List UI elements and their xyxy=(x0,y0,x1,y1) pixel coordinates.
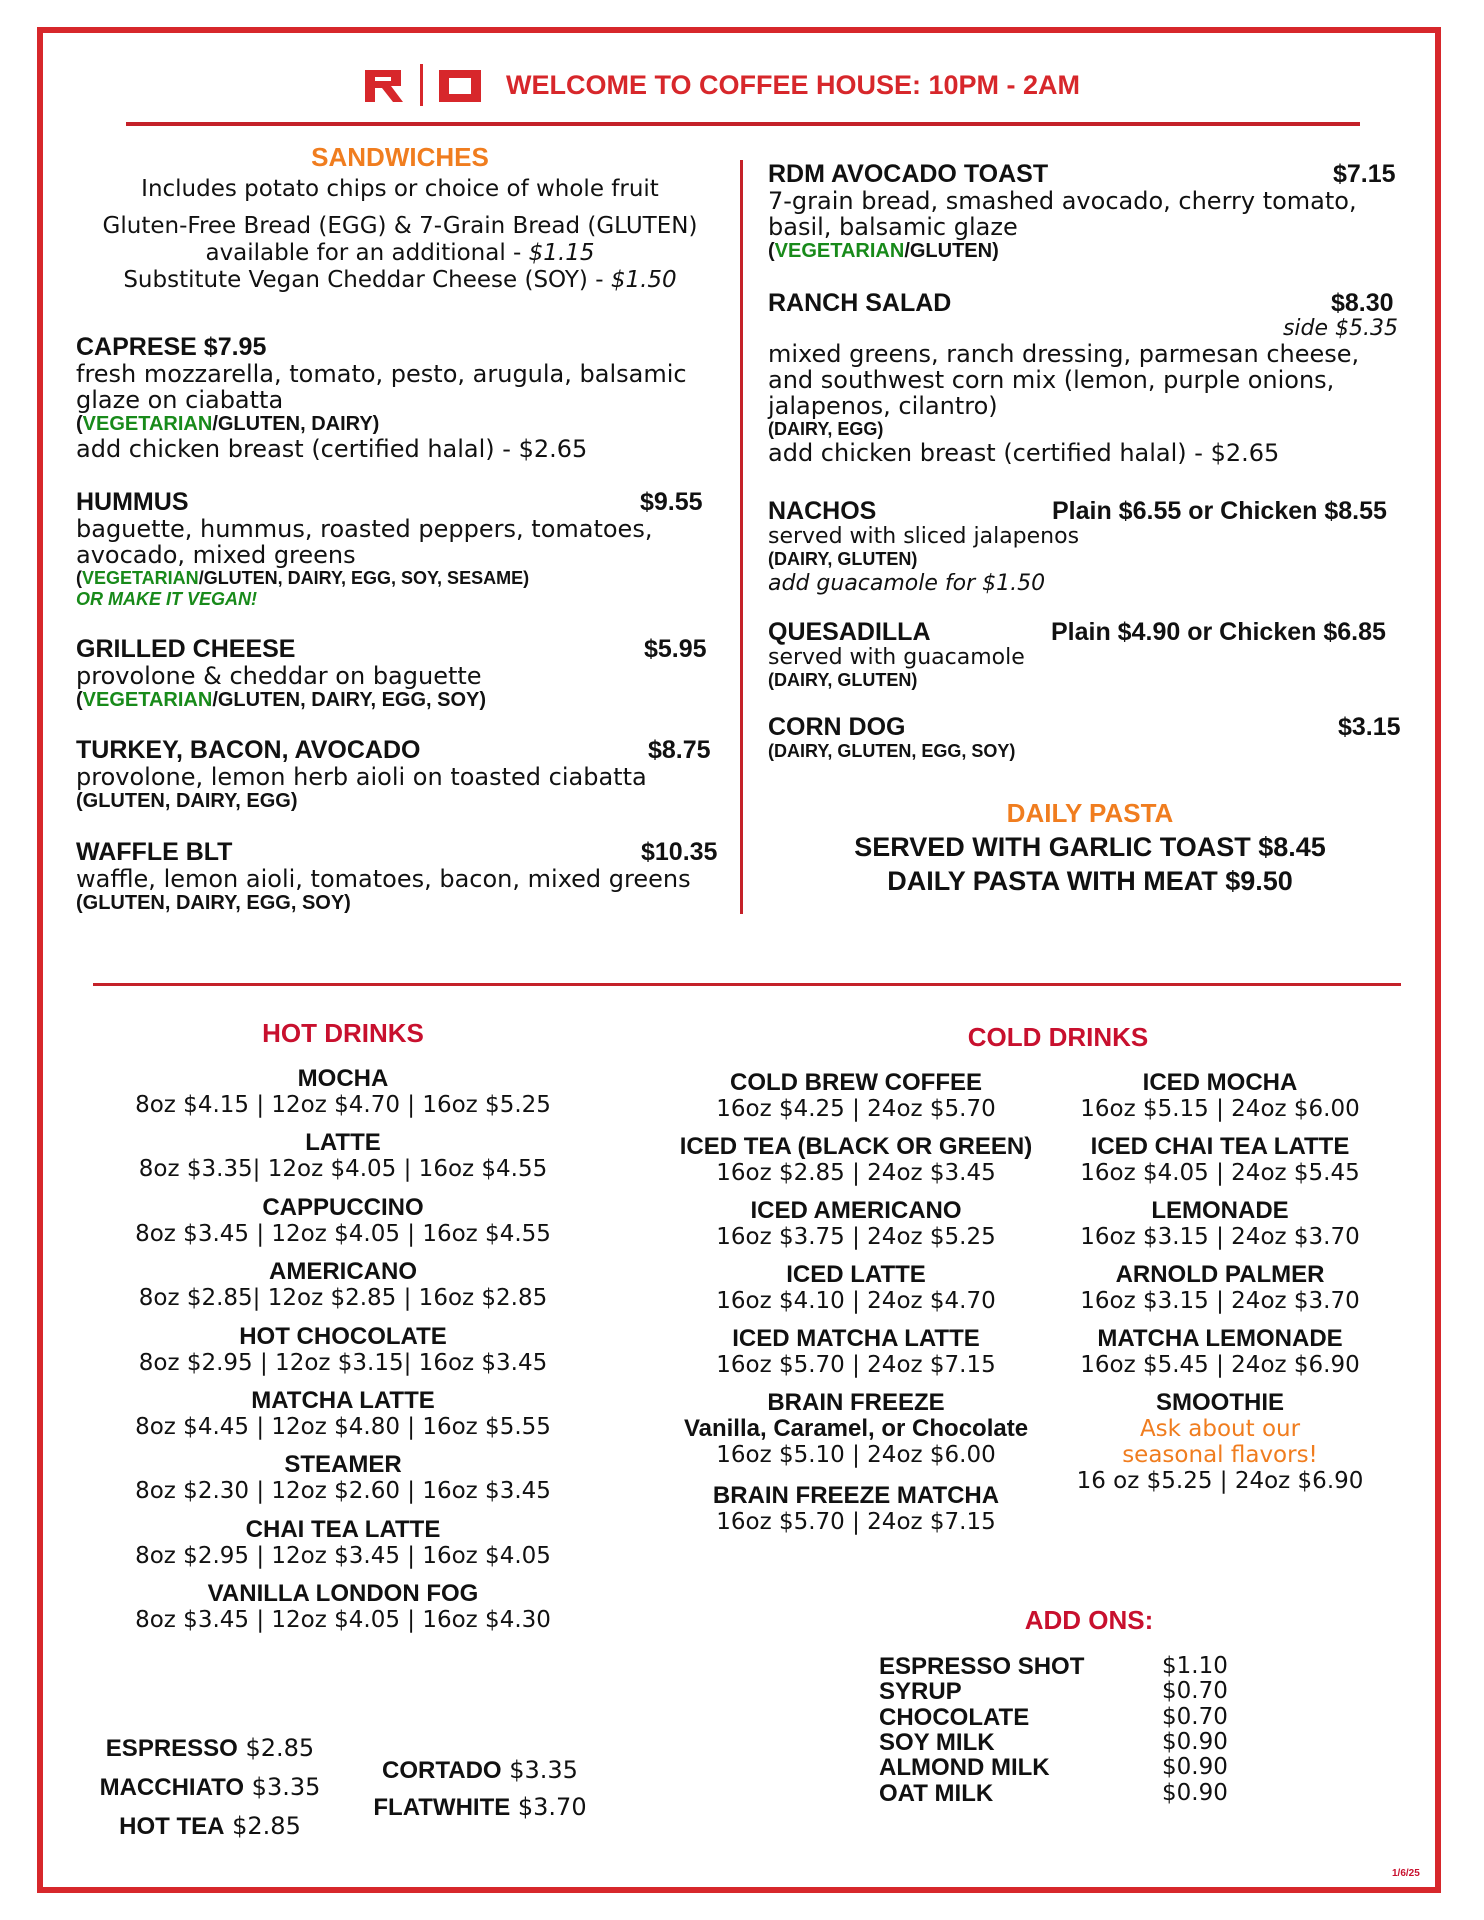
add-on-price: $0.90 xyxy=(1162,1754,1228,1781)
espresso-item xyxy=(80,1734,340,1763)
drink-name: MOCHA xyxy=(297,1065,389,1092)
intro-line-2: Gluten-Free Bread (EGG) & 7-Grain Bread (GLUTEN) xyxy=(102,213,698,239)
rd-logo xyxy=(363,64,483,106)
daily-pasta-title: DAILY PASTA xyxy=(1006,798,1174,828)
item-tags: (VEGETARIAN/GLUTEN, DAIRY, EGG, SOY) xyxy=(76,689,487,711)
add-on-name: ALMOND MILK xyxy=(879,1754,1050,1782)
menu-item-hummus xyxy=(76,489,716,610)
item-price: $5.95 xyxy=(644,635,707,663)
cold-drink-item xyxy=(1020,1326,1420,1378)
drink-name: BRAIN FREEZE MATCHA xyxy=(712,1482,1000,1509)
item-name: QUESADILLA xyxy=(768,618,931,646)
item-desc: 7-grain bread, smashed avocado, cherry tomato, xyxy=(768,187,1357,215)
drink-name: HOT CHOCOLATE xyxy=(239,1322,447,1350)
hot-drink-item xyxy=(93,1259,593,1311)
add-on-row xyxy=(879,1679,1279,1704)
item-name: RANCH SALAD xyxy=(768,289,952,317)
drink-sizes: 8oz $3.35| 12oz $4.05 | 16oz $4.55 xyxy=(138,1156,548,1183)
item-tags: (VEGETARIAN/GLUTEN) xyxy=(768,240,999,262)
drink-sizes: 8oz $4.45 | 12oz $4.80 | 16oz $5.55 xyxy=(135,1414,551,1440)
hot-drink-item xyxy=(93,1324,593,1376)
drink-sizes: 16oz $5.45 | 24oz $6.90 xyxy=(1080,1352,1360,1378)
hot-drink-item xyxy=(93,1581,593,1633)
add-on-name: CHOCOLATE xyxy=(879,1703,1030,1731)
drink-name: CAPPUCCINO xyxy=(262,1193,424,1221)
item-price: $9.55 xyxy=(640,488,703,516)
espresso-item xyxy=(80,1773,340,1802)
item-tags: (DAIRY, EGG) xyxy=(768,419,884,439)
intro-line-1: Includes potato chips or choice of whole fruit xyxy=(141,176,659,202)
page-title: WELCOME TO COFFEE HOUSE: 10PM - 2AM xyxy=(506,70,1081,100)
drink-name: ICED TEA (BLACK OR GREEN) xyxy=(679,1133,1033,1160)
item-price: Plain $6.55 or Chicken $8.55 xyxy=(1052,497,1387,525)
drink-flavors: Vanilla, Caramel, or Chocolate xyxy=(683,1415,1029,1442)
item-price: Plain $4.90 or Chicken $6.85 xyxy=(1051,618,1386,646)
item-name: RDM AVOCADO TOAST xyxy=(768,160,1049,188)
drink-name: SMOOTHIE xyxy=(1155,1389,1284,1416)
drink-sizes: 8oz $4.15 | 12oz $4.70 | 16oz $5.25 xyxy=(135,1092,551,1118)
cold-drink-item xyxy=(1020,1134,1420,1186)
drink-sizes: 16oz $2.85 | 24oz $3.45 xyxy=(716,1160,996,1186)
hot-drink-item xyxy=(93,1195,593,1247)
hot-drink-item xyxy=(93,1517,593,1569)
espresso-price: $2.85 xyxy=(245,1734,315,1762)
item-name: TURKEY, BACON, AVOCADO xyxy=(76,736,421,764)
drink-sizes: 16oz $4.25 | 24oz $5.70 xyxy=(716,1096,996,1122)
add-on-price: $0.90 xyxy=(1162,1779,1228,1806)
item-desc: fresh mozzarella, tomato, pesto, arugula, balsamic xyxy=(76,360,687,388)
menu-item-waffle-blt xyxy=(76,839,726,915)
pasta-line-1: SERVED WITH GARLIC TOAST $8.45 xyxy=(854,832,1326,862)
drink-name: CHAI TEA LATTE xyxy=(245,1515,441,1543)
add-ons-title: ADD ONS: xyxy=(1024,1605,1154,1635)
menu-item-corn-dog xyxy=(768,714,1408,762)
menu-item-turkey-bacon-avocado xyxy=(76,737,716,813)
drink-sizes: 16oz $4.10 | 24oz $4.70 xyxy=(716,1288,996,1314)
cold-drinks-title: COLD DRINKS xyxy=(967,1022,1149,1052)
menu-item-grilled-cheese xyxy=(76,636,716,712)
drink-sizes: 8oz $2.85| 12oz $2.85 | 16oz $2.85 xyxy=(138,1285,548,1312)
header xyxy=(0,62,1484,112)
daily-pasta-lines xyxy=(790,830,1390,898)
drink-sizes: 16oz $5.15 | 24oz $6.00 xyxy=(1080,1096,1360,1122)
pasta-line-2: DAILY PASTA WITH MEAT $9.50 xyxy=(887,866,1293,896)
item-desc: waffle, lemon aioli, tomatoes, bacon, mixed greens xyxy=(76,865,691,893)
cold-drink-item xyxy=(1020,1070,1420,1122)
item-desc: basil, balsamic glaze xyxy=(768,213,1018,241)
drink-name: VANILLA LONDON FOG xyxy=(207,1580,479,1608)
drink-name: ICED MOCHA xyxy=(1142,1069,1298,1096)
item-desc: served with sliced jalapenos xyxy=(768,524,1080,549)
item-name: NACHOS xyxy=(768,497,877,525)
drink-sizes: 8oz $3.45 | 12oz $4.05 | 16oz $4.55 xyxy=(135,1220,551,1247)
cold-drink-item xyxy=(1020,1262,1420,1314)
drink-sizes: 8oz $2.30 | 12oz $2.60 | 16oz $3.45 xyxy=(135,1478,551,1505)
item-name: CAPRESE $7.95 xyxy=(76,333,267,361)
item-name: WAFFLE BLT xyxy=(76,838,233,866)
menu-item-caprese xyxy=(76,334,716,462)
drink-sizes: 16oz $3.15 | 24oz $3.70 xyxy=(1080,1224,1360,1250)
add-on-name: OAT MILK xyxy=(879,1779,994,1807)
drink-sizes: 16oz $3.15 | 24oz $3.70 xyxy=(1080,1288,1360,1314)
drink-name: BRAIN FREEZE xyxy=(767,1389,945,1416)
item-tags: (GLUTEN, DAIRY, EGG) xyxy=(76,790,298,812)
add-on-row xyxy=(879,1654,1279,1679)
drink-sizes: 8oz $2.95 | 12oz $3.15| 16oz $3.45 xyxy=(138,1349,548,1376)
menu-item-rdm-avocado-toast xyxy=(768,161,1398,263)
hot-drink-item xyxy=(93,1452,593,1504)
drink-name: ICED LATTE xyxy=(786,1261,926,1288)
item-tags: (DAIRY, GLUTEN, EGG, SOY) xyxy=(768,741,1016,761)
item-tags: (VEGETARIAN/GLUTEN, DAIRY, EGG, SOY, SESAME) xyxy=(76,568,530,588)
drink-name: LATTE xyxy=(305,1129,381,1157)
item-price: $8.75 xyxy=(648,736,711,764)
hot-drink-item xyxy=(93,1388,593,1440)
hot-drink-item xyxy=(93,1066,593,1118)
header-divider xyxy=(126,122,1360,126)
item-name: CORN DOG xyxy=(768,713,906,741)
item-name: HUMMUS xyxy=(76,488,189,516)
section-divider xyxy=(93,983,1401,986)
drink-sizes: 16oz $5.10 | 24oz $6.00 xyxy=(716,1442,996,1468)
add-on-row xyxy=(879,1730,1279,1755)
menu-item-nachos xyxy=(768,498,1408,598)
drink-sizes: 16oz $3.75 | 24oz $5.25 xyxy=(716,1224,996,1250)
add-on-row xyxy=(879,1705,1279,1730)
cold-drink-item xyxy=(1020,1390,1420,1494)
espresso-item xyxy=(80,1812,340,1841)
drink-name: AMERICANO xyxy=(269,1258,417,1286)
item-desc: jalapenos, cilantro) xyxy=(768,392,998,420)
menu-item-quesadilla xyxy=(768,619,1408,691)
drink-name: LEMONADE xyxy=(1151,1197,1289,1224)
espresso-name: CORTADO xyxy=(382,1757,502,1784)
item-desc: provolone & cheddar on baguette xyxy=(76,662,482,690)
item-name: GRILLED CHEESE xyxy=(76,635,296,663)
item-tags: (DAIRY, GLUTEN) xyxy=(768,549,918,569)
add-on-name: ESPRESSO SHOT xyxy=(879,1653,1085,1680)
item-desc: and southwest corn mix (lemon, purple onions, xyxy=(768,366,1335,394)
drink-sizes: 16oz $5.70 | 24oz $7.15 xyxy=(716,1352,996,1378)
add-on-price: $1.10 xyxy=(1162,1653,1228,1679)
espresso-name: ESPRESSO xyxy=(105,1735,238,1762)
item-desc: served with guacamole xyxy=(768,645,1025,670)
smoothie-note: seasonal flavors! xyxy=(1122,1442,1318,1468)
add-on-name: SYRUP xyxy=(879,1678,962,1706)
item-price: $7.15 xyxy=(1333,160,1396,188)
espresso-price: $2.85 xyxy=(232,1812,301,1840)
item-desc: provolone, lemon herb aioli on toasted ciabatta xyxy=(76,763,647,791)
espresso-name: HOT TEA xyxy=(119,1813,225,1840)
drink-sizes: 16oz $4.05 | 24oz $5.45 xyxy=(1080,1160,1360,1186)
item-price: $10.35 xyxy=(641,838,718,866)
drink-name: MATCHA LEMONADE xyxy=(1097,1325,1343,1352)
drink-name: STEAMER xyxy=(284,1451,402,1479)
add-on-name: SOY MILK xyxy=(879,1728,995,1756)
item-desc: mixed greens, ranch dressing, parmesan cheese, xyxy=(768,340,1360,368)
add-on-row xyxy=(879,1755,1279,1780)
drink-name: COLD BREW COFFEE xyxy=(730,1069,982,1096)
drink-sizes: 16 oz $5.25 | 24oz $6.90 xyxy=(1076,1468,1364,1494)
add-on-price: $0.70 xyxy=(1162,1703,1228,1730)
item-extra: add chicken breast (certified halal) - $2.65 xyxy=(76,435,588,463)
item-extra: add guacamole for $1.50 xyxy=(768,571,1046,596)
item-desc: glaze on ciabatta xyxy=(76,386,284,414)
intro-line-4: Substitute Vegan Cheddar Cheese (SOY) - $1.50 xyxy=(123,267,677,293)
drink-name: MATCHA LATTE xyxy=(251,1387,435,1414)
drink-sizes: 16oz $5.70 | 24oz $7.15 xyxy=(716,1509,996,1535)
hot-drink-item xyxy=(93,1130,593,1182)
drink-name: ARNOLD PALMER xyxy=(1115,1261,1325,1288)
drink-sizes: 8oz $3.45 | 12oz $4.05 | 16oz $4.30 xyxy=(135,1607,551,1634)
item-desc: baguette, hummus, roasted peppers, tomatoes, xyxy=(76,515,653,543)
add-on-price: $0.70 xyxy=(1162,1678,1228,1705)
vegan-note: OR MAKE IT VEGAN! xyxy=(76,589,258,609)
drink-name: ICED AMERICANO xyxy=(750,1197,962,1224)
item-price: $3.15 xyxy=(1338,713,1401,741)
espresso-price: $3.35 xyxy=(251,1773,321,1801)
add-on-price: $0.90 xyxy=(1162,1728,1228,1755)
espresso-price: $3.70 xyxy=(517,1793,587,1821)
espresso-price: $3.35 xyxy=(509,1756,578,1784)
item-price: $8.30 xyxy=(1331,289,1394,317)
drink-name: ICED CHAI TEA LATTE xyxy=(1090,1133,1350,1160)
smoothie-note: Ask about our xyxy=(1139,1416,1301,1442)
espresso-item xyxy=(360,1793,600,1822)
cold-drink-item xyxy=(1020,1198,1420,1250)
add-on-row xyxy=(879,1781,1279,1806)
menu-date: 1/6/25 xyxy=(1392,1868,1420,1879)
item-tags: (GLUTEN, DAIRY, EGG, SOY) xyxy=(76,892,351,914)
sandwiches-title: SANDWICHES xyxy=(311,142,489,172)
menu-item-ranch-salad xyxy=(768,290,1398,466)
sandwiches-intro xyxy=(60,176,740,294)
item-tags: (VEGETARIAN/GLUTEN, DAIRY) xyxy=(76,413,380,435)
item-desc: avocado, mixed greens xyxy=(76,541,356,569)
drink-name: ICED MATCHA LATTE xyxy=(732,1325,980,1352)
item-side-price: side $5.35 xyxy=(1282,316,1398,341)
column-divider xyxy=(740,160,743,914)
espresso-name: MACCHIATO xyxy=(99,1774,245,1801)
item-extra: add chicken breast (certified halal) - $2.65 xyxy=(768,439,1280,467)
hot-drinks-title: HOT DRINKS xyxy=(262,1018,424,1048)
espresso-name: FLATWHITE xyxy=(373,1794,511,1821)
intro-line-3: available for an additional - $1.15 xyxy=(205,240,595,266)
espresso-item xyxy=(360,1756,600,1785)
item-tags: (DAIRY, GLUTEN) xyxy=(768,670,918,690)
drink-sizes: 8oz $2.95 | 12oz $3.45 | 16oz $4.05 xyxy=(135,1542,551,1569)
